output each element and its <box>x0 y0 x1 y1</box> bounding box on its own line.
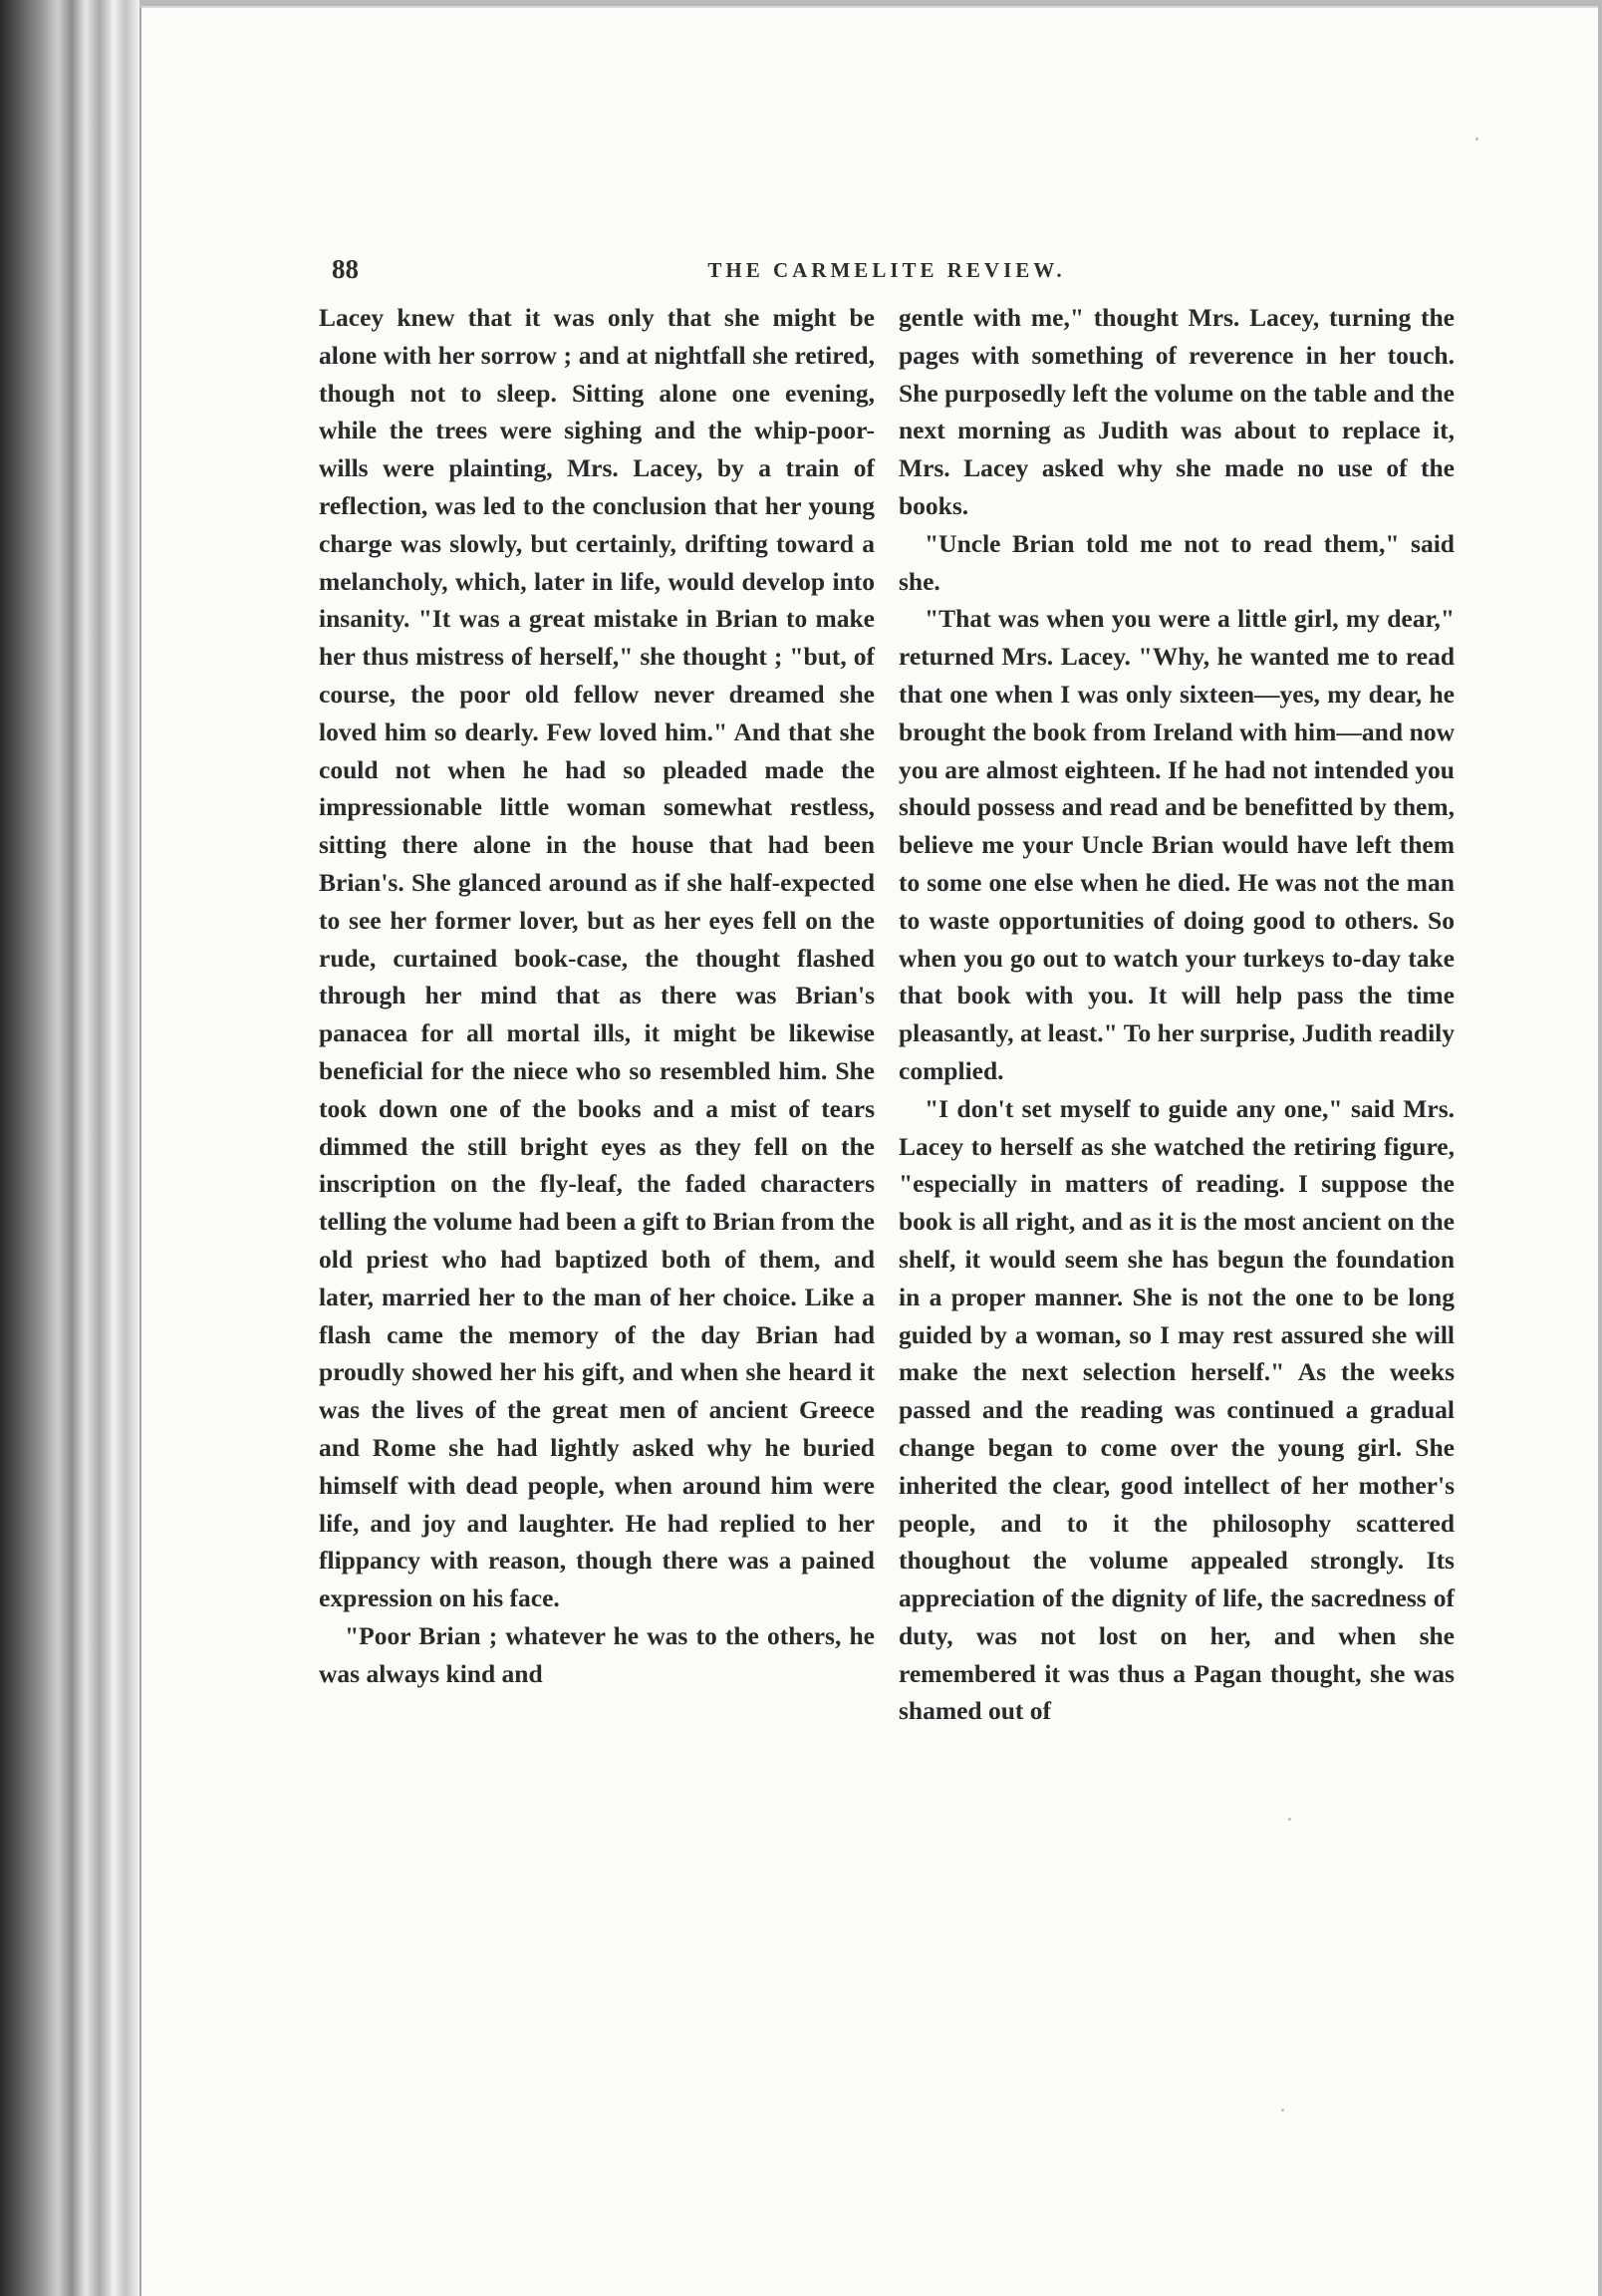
paragraph: "Poor Brian ; whatever he was to the others, he was always kind and <box>319 1620 875 1688</box>
book-binding <box>0 0 139 2296</box>
journal-title: THE CARMELITE REVIEW. <box>707 258 1066 282</box>
paper-speck <box>1475 138 1478 141</box>
paper-speck <box>1281 2109 1284 2112</box>
running-head <box>321 254 1453 294</box>
paragraph: gentle with me," thought Mrs. Lacey, turning the pages with something of reverence in her touch. She purposedly left the volume on the table and the next morning as Judith was about to replace it, Mrs. Lacey asked why she made no use of the books. <box>899 303 1455 520</box>
paper-speck <box>1288 1818 1291 1821</box>
text-column-right <box>899 299 1455 1730</box>
page-number: 88 <box>332 254 359 284</box>
paragraph: "I don't set myself to guide any one," said Mrs. Lacey to herself as she watched the retiring figure, "especially in matters of reading. I suppose the book is all right, and as it is the most ancient on the shelf, it would seem she has begun the foundation in a proper manner. She is not the one to be long guided by a woman, so I may rest assured she will make the next selection herself." As the weeks passed and the reading was continued a gradual change began to come over the young girl. She inherited the clear, good intellect of her mother's people, and to it the philosophy scattered thoughout the volume appealed strongly. Its appreciation of the dignity of life, the sacredness of duty, was not lost on her, and when she remembered it was thus a Pagan thought, she was shamed out of <box>899 1093 1455 1726</box>
text-column-left <box>319 299 875 1692</box>
paragraph: Lacey knew that it was only that she might be alone with her sorrow ; and at nightfall she retired, though not to sleep. Sitting alone one evening, while the trees were sighing and the whip-poor-wills were plainting, Mrs. Lacey, by a train of reflection, was led to the conclusion that her young charge was slowly, but certainly, drifting toward a melancholy, which, later in life, would develop into insanity. "It was a great mistake in Brian to make her thus mistress of herself," she thought ; "but, of course, the poor old fellow never dreamed she loved him so dearly. Few loved him." And that she could not when he had so pleaded made the impressionable little woman somewhat restless, sitting there alone in the house that had been Brian's. She glanced around as if she half-expected to see her former lover, but as her eyes fell on the rude, curtained book-case, the thought flashed through her mind that as there was Brian's panacea for all mortal ills, it might be likewise beneficial for the niece who so resembled him. She took down one of the books and a mist of tears dimmed the still bright eyes as they fell on the inscription on the fly-leaf, the faded characters telling the volume had been a gift to Brian from the old priest who had baptized both of them, and later, married her to the man of her choice. Like a flash came the memory of the day Brian had proudly showed her his gift, and when she heard it was the lives of the great men of ancient Greece and Rome she had lightly asked why he buried himself with dead people, when around him were life, and joy and laughter. He had replied to her flippancy with reason, though there was a pained expression on his face. <box>319 303 875 1613</box>
paragraph: "Uncle Brian told me not to read them," said she. <box>899 528 1455 596</box>
paragraph: "That was when you were a little girl, my dear," returned Mrs. Lacey. "Why, he wanted me to read that one when I was only sixteen—yes, my dear, he brought the book from Ireland with him—and now you are almost eighteen. If he had not intended you should possess and read and be benefitted by them, believe me your Uncle Brian would have left them to some one else when he died. He was not the man to waste opportunities of doing good to others. So when you go out to watch your turkeys to-day take that book with you. It will help pass the time pleasantly, at least." To her surprise, Judith readily complied. <box>899 604 1455 1085</box>
